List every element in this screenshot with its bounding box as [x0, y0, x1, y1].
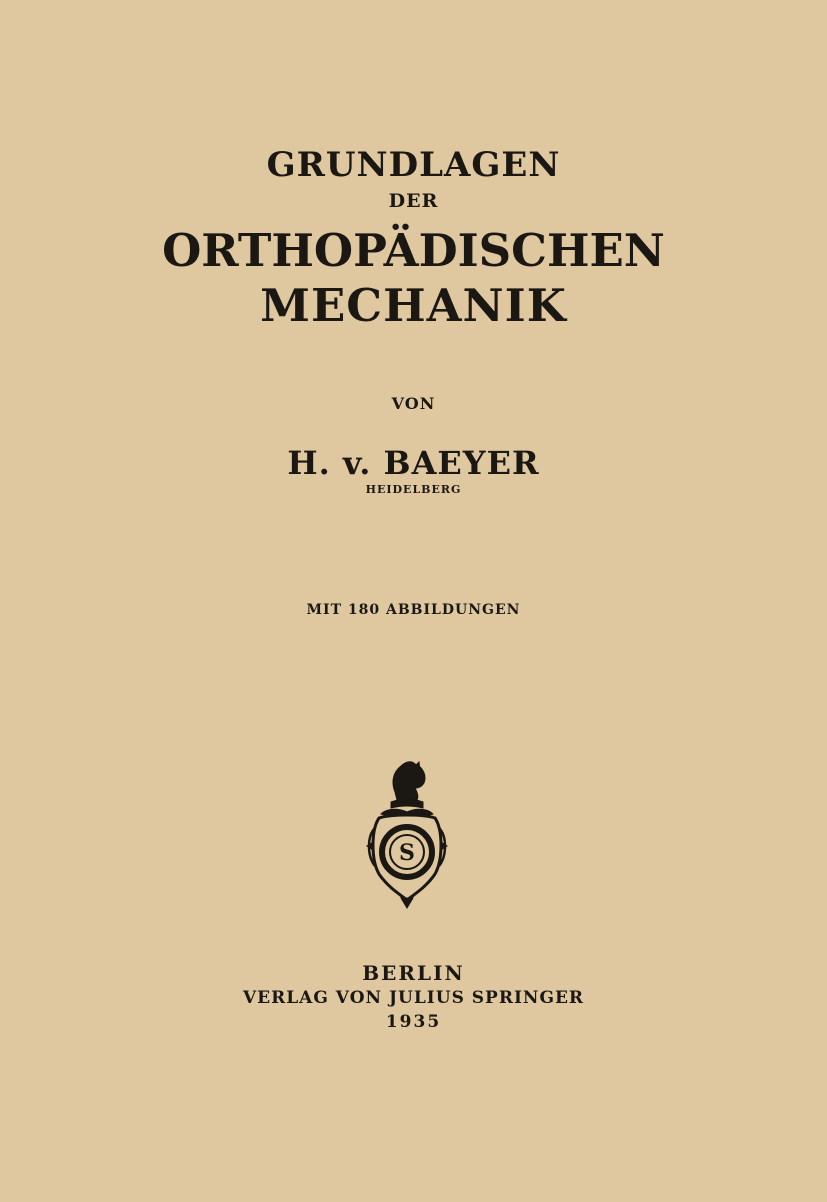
by-label: VON — [391, 394, 436, 413]
springer-knight-emblem-icon — [365, 758, 449, 910]
author-name: H. v. BAEYER — [287, 444, 540, 482]
title-line-3: ORTHOPÄDISCHEN — [162, 224, 665, 277]
imprint-year: 1935 — [385, 1012, 442, 1032]
title-line-1: GRUNDLAGEN — [266, 145, 561, 185]
author-place: HEIDELBERG — [365, 483, 462, 496]
imprint-publisher: VERLAG VON JULIUS SPRINGER — [242, 988, 585, 1008]
imprint-city: BERLIN — [362, 961, 465, 985]
emblem-initial: S — [399, 840, 415, 866]
title-line-4: MECHANIK — [260, 279, 567, 332]
illustrations-note: MIT 180 ABBILDUNGEN — [306, 602, 521, 618]
title-line-2: DER — [388, 190, 439, 212]
